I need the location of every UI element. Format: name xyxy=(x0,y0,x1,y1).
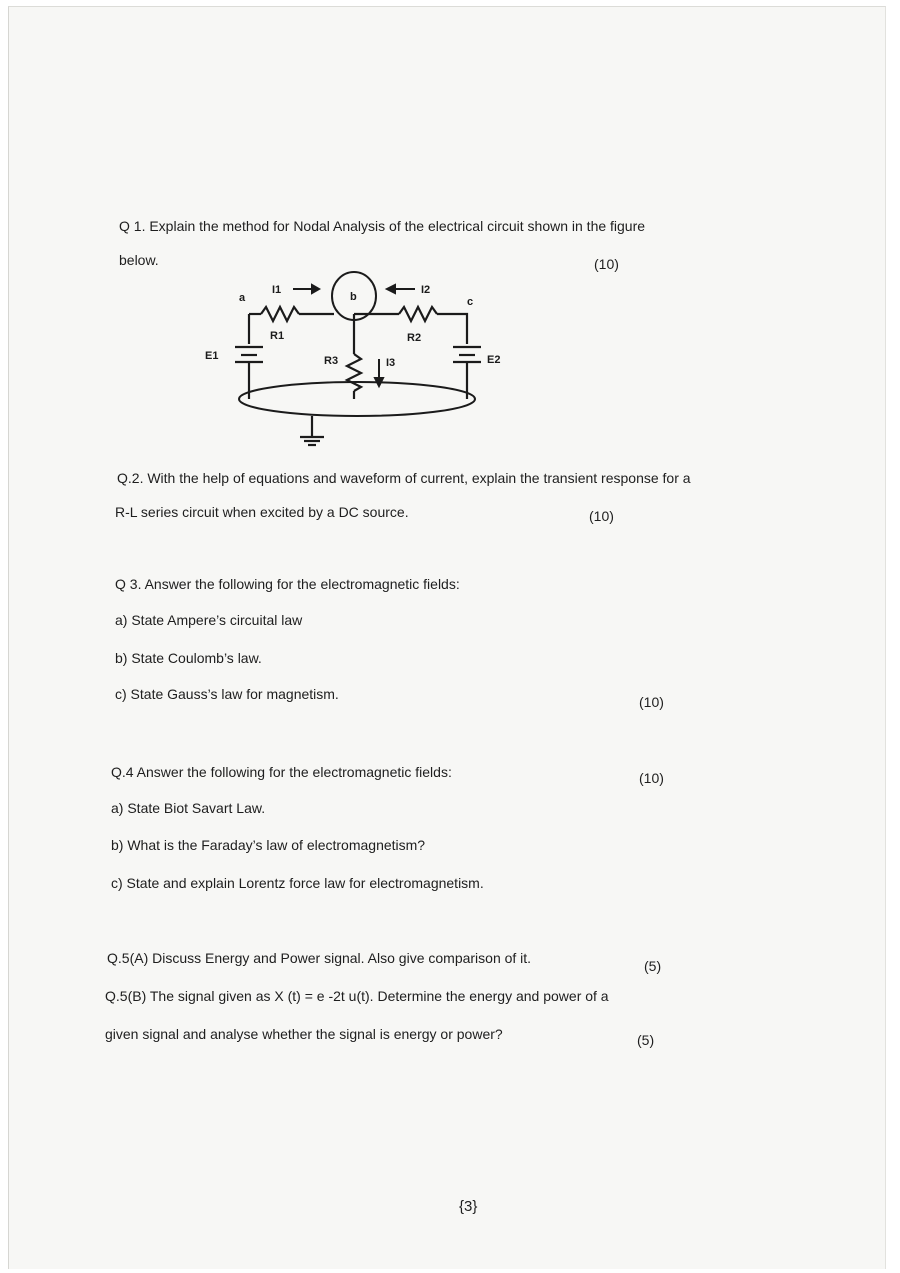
q3-marks: (10) xyxy=(639,694,664,710)
label-i2: I2 xyxy=(421,284,431,296)
label-i1: I1 xyxy=(272,284,282,296)
q4-marks: (10) xyxy=(639,770,664,786)
q3-item-b: b) State Coulomb’s law. xyxy=(115,650,262,666)
q1-text-line1: Q 1. Explain the method for Nodal Analysis of the electrical circuit shown in the figure xyxy=(119,218,646,234)
q1-marks: (10) xyxy=(594,256,619,272)
exam-page xyxy=(8,6,886,1269)
label-i3: I3 xyxy=(386,357,396,369)
q3-item-a: a) State Ampere’s circuital law xyxy=(115,612,303,628)
q4-item-c: c) State and explain Lorentz force law for electromagnetism. xyxy=(111,875,484,891)
q4-item-b: b) What is the Faraday’s law of electromagnetism? xyxy=(111,837,426,853)
q2-marks: (10) xyxy=(589,508,614,524)
label-r2: R2 xyxy=(407,332,422,344)
label-e1: E1 xyxy=(205,350,219,362)
q5a-text: Q.5(A) Discuss Energy and Power signal. Also give comparison of it. xyxy=(107,950,532,966)
q3-item-c: c) State Gauss’s law for magnetism. xyxy=(115,686,339,702)
q1-text-line2: below. xyxy=(119,252,159,268)
label-node-a: a xyxy=(239,292,246,304)
q5b-text-line1: Q.5(B) The signal given as X (t) = e -2t u(t). Determine the energy and power of a xyxy=(105,988,609,1004)
q2-text-line2: R-L series circuit when excited by a DC source. xyxy=(115,504,409,520)
label-e2: E2 xyxy=(487,354,501,366)
page-number: {3} xyxy=(459,1198,478,1215)
q5b-marks: (5) xyxy=(637,1032,655,1048)
label-node-b: b xyxy=(350,291,357,303)
q2-text-line1: Q.2. With the help of equations and waveform of current, explain the transient response for a xyxy=(117,470,691,486)
label-node-c: c xyxy=(467,296,474,308)
q5a-marks: (5) xyxy=(644,958,662,974)
q5b-text-line2: given signal and analyse whether the signal is energy or power? xyxy=(105,1026,503,1042)
circuit-diagram xyxy=(199,269,509,449)
label-r3: R3 xyxy=(324,355,339,367)
q3-heading: Q 3. Answer the following for the electromagnetic fields: xyxy=(115,576,460,592)
label-r1: R1 xyxy=(270,330,285,342)
q4-item-a: a) State Biot Savart Law. xyxy=(111,800,266,816)
q4-heading: Q.4 Answer the following for the electromagnetic fields: xyxy=(111,764,452,780)
